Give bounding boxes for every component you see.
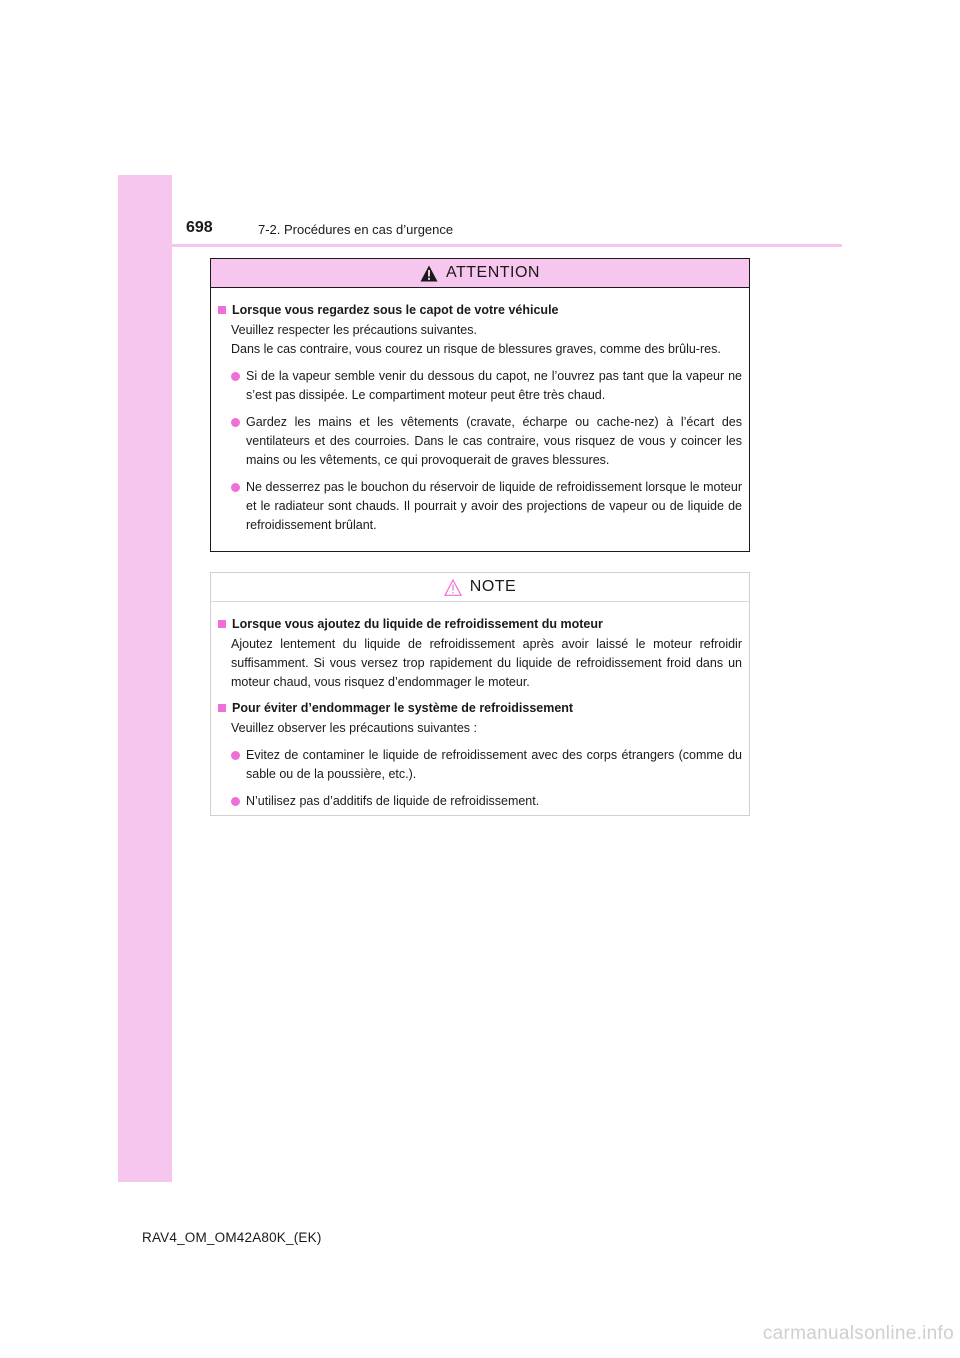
attention-bullet [231, 367, 742, 405]
note-bullet [231, 792, 742, 811]
attention-bullet-text: Si de la vapeur semble venir du dessous du capot, ne l’ouvrez pas tant que la vapeur ne s’est pas dissipée. Le compartiment moteur peut être très chaud. [246, 369, 742, 402]
page-header [118, 175, 842, 247]
circle-bullet-icon [231, 751, 240, 760]
attention-body [211, 288, 749, 535]
note-bullet-text: Evitez de contaminer le liquide de refroidissement avec des corps étrangers (comme du sable ou de la poussière, etc.). [246, 748, 742, 781]
circle-bullet-icon [231, 797, 240, 806]
attention-header [211, 259, 749, 288]
square-bullet-icon [218, 620, 226, 628]
attention-box [210, 258, 750, 552]
circle-bullet-icon [231, 418, 240, 427]
warning-triangle-icon [420, 265, 438, 282]
attention-title: ATTENTION [446, 264, 540, 281]
note-para-2: Veuillez observer les précautions suivantes : [231, 721, 477, 735]
section-title: 7-2. Procédures en cas d’urgence [258, 222, 454, 237]
note-heading-1 [218, 615, 742, 634]
note-heading-text: Pour éviter d’endommager le système de refroidissement [232, 701, 574, 715]
caution-triangle-icon [444, 579, 462, 596]
attention-heading [218, 301, 742, 320]
header-rule [118, 244, 842, 247]
note-heading-2 [218, 699, 742, 718]
watermark: carmanualsonline.info [762, 1323, 954, 1344]
note-body [211, 602, 749, 811]
note-bullet [231, 746, 742, 784]
note-title: NOTE [469, 578, 517, 595]
attention-bullet-text: Gardez les mains et les vêtements (cravate, écharpe ou cache-nez) à l’écart des ventilateurs et des courroies. Dans le cas contraire, vous risquez de vous y coincer les mains ou les vêtements, ce qui provoquerait de graves blessures. [246, 415, 742, 467]
side-tab-band [118, 175, 172, 1182]
note-bullet-text: N’utilisez pas d’additifs de liquide de refroidissement. [246, 794, 540, 808]
attention-intro-1: Veuillez respecter les précautions suivantes. [231, 323, 477, 337]
document-code: RAV4_OM_OM42A80K_(EK) [142, 1230, 322, 1245]
note-heading-text: Lorsque vous ajoutez du liquide de refroidissement du moteur [232, 617, 603, 631]
square-bullet-icon [218, 704, 226, 712]
attention-bullet [231, 413, 742, 470]
note-box [210, 572, 750, 816]
attention-heading-text: Lorsque vous regardez sous le capot de votre véhicule [232, 303, 559, 317]
attention-bullet-text: Ne desserrez pas le bouchon du réservoir de liquide de refroidissement lorsque le moteur et le radiateur sont chauds. Il pourrait y avoir des projections de vapeur ou de liquide de refroidissement brûlant. [246, 480, 742, 532]
note-para-1: Ajoutez lentement du liquide de refroidissement après avoir laissé le moteur refroidir suffisamment. Si vous versez trop rapidement du liquide de refroidissement froid dans un moteur chaud, vous risquez d’endommager le moteur. [231, 637, 742, 689]
attention-bullet [231, 478, 742, 535]
note-header [211, 573, 749, 602]
square-bullet-icon [218, 306, 226, 314]
circle-bullet-icon [231, 483, 240, 492]
circle-bullet-icon [231, 372, 240, 381]
page-number: 698 [186, 219, 213, 236]
attention-intro-2: Dans le cas contraire, vous courez un risque de blessures graves, comme des brûlu-res. [231, 342, 721, 356]
